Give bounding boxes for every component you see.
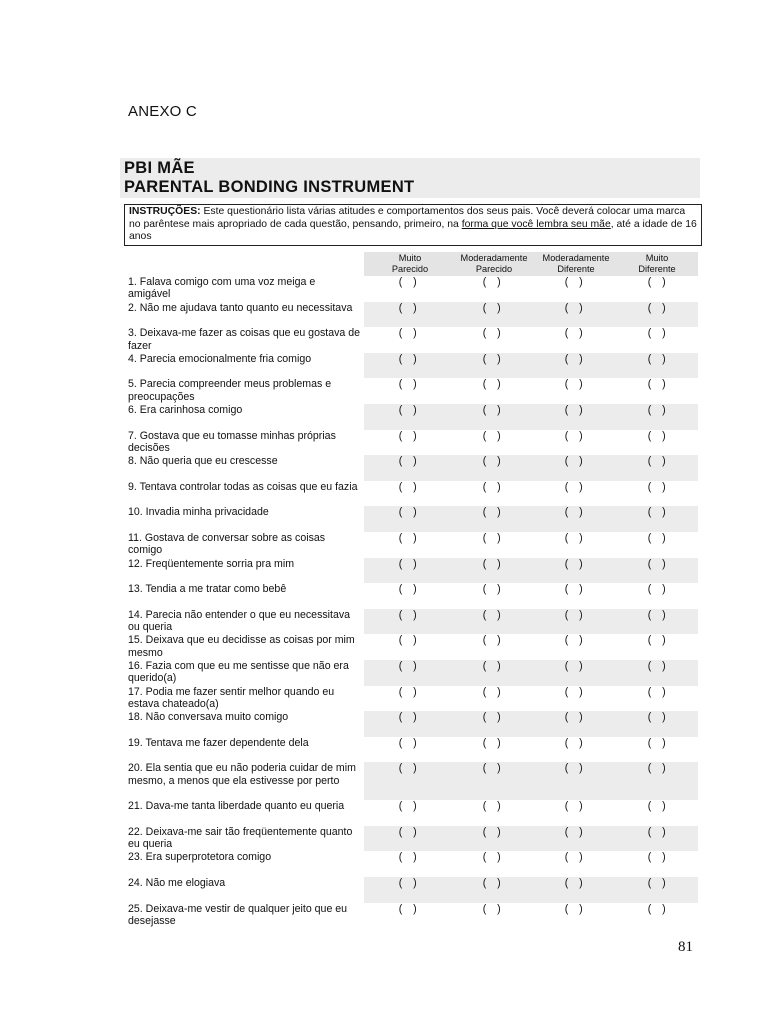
answer-option-4[interactable]: ( ): [647, 557, 667, 570]
answer-option-3[interactable]: ( ): [564, 851, 584, 864]
question-text: 1. Falava comigo com uma voz meiga e amigável: [128, 276, 316, 301]
title-line-1: PBI MÃE: [124, 159, 195, 177]
answer-option-2[interactable]: ( ): [482, 877, 502, 890]
answer-option-3[interactable]: ( ): [564, 455, 584, 468]
answer-option-2[interactable]: ( ): [482, 480, 502, 493]
answer-option-3[interactable]: ( ): [564, 429, 584, 442]
instructions-text: Este questionário lista várias atitudes e comportamentos dos seus pais. Você deverá colocar uma marca no parêntese mais apropriado de cada questão, pensando, primeiro, na: [129, 206, 686, 230]
answer-option-1[interactable]: ( ): [398, 455, 418, 468]
question-row: [124, 327, 700, 353]
column-header-line: Muito: [645, 253, 669, 263]
answer-option-4[interactable]: ( ): [647, 327, 667, 340]
question-row: [124, 558, 700, 584]
question-row: [124, 276, 700, 302]
answer-option-3[interactable]: ( ): [564, 762, 584, 775]
column-header-muito-diferente: [615, 253, 699, 275]
answer-option-3[interactable]: ( ): [564, 480, 584, 493]
answer-option-3[interactable]: ( ): [564, 352, 584, 365]
question-text: 20. Ela sentia que eu não poderia cuidar de mim mesmo, a menos que ela estivesse por perto: [128, 762, 356, 787]
answer-option-4[interactable]: ( ): [647, 800, 667, 813]
answer-option-3[interactable]: ( ): [564, 403, 584, 416]
question-text: 11. Gostava de conversar sobre as coisas comigo: [128, 531, 326, 557]
answer-option-3[interactable]: ( ): [564, 531, 584, 544]
question-text: 12. Freqüentemente sorria pra mim: [128, 557, 295, 570]
answer-option-3[interactable]: ( ): [564, 557, 584, 570]
question-text: 14. Parecia não entender o que eu necessitava ou queria: [128, 608, 351, 634]
answer-option-2[interactable]: ( ): [482, 276, 502, 288]
answer-option-1[interactable]: ( ): [398, 685, 418, 698]
answer-option-1[interactable]: ( ): [398, 429, 418, 442]
answer-option-1[interactable]: ( ): [398, 634, 418, 647]
answer-option-1[interactable]: ( ): [398, 352, 418, 365]
question-text: 22. Deixava-me sair tão freqüentemente quanto eu queria: [128, 825, 353, 851]
question-text: 5. Parecia compreender meus problemas e preocupações: [128, 378, 332, 403]
answer-option-2[interactable]: ( ): [482, 403, 502, 416]
question-text: 24. Não me elogiava: [128, 877, 226, 890]
question-text: 2. Não me ajudava tanto quanto eu necessitava: [128, 301, 353, 314]
answer-option-2[interactable]: ( ): [482, 800, 502, 813]
instructions-label: INSTRUÇÕES:: [129, 206, 201, 217]
answer-option-2[interactable]: ( ): [482, 352, 502, 365]
answer-option-1[interactable]: ( ): [398, 711, 418, 724]
column-header-line: Parecido: [475, 264, 513, 274]
answer-option-4[interactable]: ( ): [647, 276, 667, 288]
answer-option-2[interactable]: ( ): [482, 557, 502, 570]
answer-option-3[interactable]: ( ): [564, 800, 584, 813]
title-block: [120, 158, 700, 198]
question-row: [124, 660, 700, 686]
answer-option-2[interactable]: ( ): [482, 825, 502, 838]
answer-option-4[interactable]: ( ): [647, 825, 667, 838]
question-text: 25. Deixava-me vestir de qualquer jeito que eu desejasse: [128, 902, 348, 928]
answer-option-3[interactable]: ( ): [564, 608, 584, 621]
answer-option-4[interactable]: ( ): [647, 608, 667, 621]
answer-option-2[interactable]: ( ): [482, 634, 502, 647]
answer-option-4[interactable]: ( ): [647, 634, 667, 647]
answer-option-4[interactable]: ( ): [647, 455, 667, 468]
question-row: [124, 634, 700, 660]
answer-option-4[interactable]: ( ): [647, 877, 667, 890]
answer-option-2[interactable]: ( ): [482, 902, 502, 915]
instructions-text-end: , até a idade de 16 anos: [129, 218, 697, 243]
answer-option-3[interactable]: ( ): [564, 327, 584, 340]
answer-option-1[interactable]: ( ): [398, 825, 418, 838]
answer-option-3[interactable]: ( ): [564, 301, 584, 314]
question-row: [124, 583, 700, 609]
answer-option-3[interactable]: ( ): [564, 825, 584, 838]
questions-table: [124, 276, 700, 928]
question-row: [124, 851, 700, 877]
answer-option-1[interactable]: ( ): [398, 301, 418, 314]
question-row: [124, 404, 700, 430]
column-header-moderadamente-diferente: [534, 253, 618, 275]
answer-option-4[interactable]: ( ): [647, 685, 667, 698]
column-header-muito-parecido: [368, 253, 452, 275]
column-header-line: Diferente: [557, 264, 595, 274]
answer-option-2[interactable]: ( ): [482, 378, 502, 391]
answer-option-4[interactable]: ( ): [647, 659, 667, 672]
question-row: [124, 506, 700, 532]
answer-option-3[interactable]: ( ): [564, 583, 584, 596]
question-row: [124, 609, 700, 635]
answer-option-2[interactable]: ( ): [482, 506, 502, 519]
column-header-line: Muito: [398, 253, 422, 263]
question-row: [124, 903, 700, 929]
answer-option-4[interactable]: ( ): [647, 711, 667, 724]
column-header-line: Diferente: [638, 264, 676, 274]
answer-option-1[interactable]: ( ): [398, 762, 418, 775]
question-row: [124, 353, 700, 379]
answer-option-2[interactable]: ( ): [482, 327, 502, 340]
question-text: 16. Fazia com que eu me sentisse que não era querido(a): [128, 659, 349, 685]
answer-option-4[interactable]: ( ): [647, 736, 667, 749]
answer-option-1[interactable]: ( ): [398, 403, 418, 416]
question-row: [124, 532, 700, 558]
question-row: [124, 826, 700, 852]
annex-label: ANEXO C: [128, 103, 197, 120]
answer-option-2[interactable]: ( ): [482, 429, 502, 442]
answer-option-2[interactable]: ( ): [482, 685, 502, 698]
question-row: [124, 686, 700, 712]
question-text: 3. Deixava-me fazer as coisas que eu gostava de fazer: [128, 327, 361, 352]
answer-option-2[interactable]: ( ): [482, 762, 502, 775]
question-row: [124, 737, 700, 763]
page-number: 81: [678, 939, 693, 955]
question-text: 19. Tentava me fazer dependente dela: [128, 736, 309, 749]
answer-option-4[interactable]: ( ): [647, 480, 667, 493]
question-text: 8. Não queria que eu crescesse: [128, 455, 278, 468]
question-row: [124, 800, 700, 826]
answer-option-4[interactable]: ( ): [647, 352, 667, 365]
answer-option-3[interactable]: ( ): [564, 736, 584, 749]
answer-option-4[interactable]: ( ): [647, 762, 667, 775]
question-text: 7. Gostava que eu tomasse minhas próprias decisões: [128, 429, 336, 454]
answer-option-1[interactable]: ( ): [398, 276, 418, 288]
question-text: 21. Dava-me tanta liberdade quanto eu queria: [128, 800, 345, 813]
answer-option-4[interactable]: ( ): [647, 506, 667, 519]
answer-option-1[interactable]: ( ): [398, 378, 418, 391]
question-text: 9. Tentava controlar todas as coisas que eu fazia: [128, 480, 358, 493]
answer-option-3[interactable]: ( ): [564, 378, 584, 391]
answer-option-2[interactable]: ( ): [482, 531, 502, 544]
answer-option-1[interactable]: ( ): [398, 877, 418, 890]
answer-option-1[interactable]: ( ): [398, 659, 418, 672]
answer-option-2[interactable]: ( ): [482, 455, 502, 468]
answer-option-2[interactable]: ( ): [482, 659, 502, 672]
answer-option-1[interactable]: ( ): [398, 583, 418, 596]
answer-option-4[interactable]: ( ): [647, 378, 667, 391]
answer-option-2[interactable]: ( ): [482, 583, 502, 596]
answer-option-3[interactable]: ( ): [564, 276, 584, 288]
question-text: 13. Tendia a me tratar como bebê: [128, 583, 287, 596]
answer-option-4[interactable]: ( ): [647, 851, 667, 864]
question-text: 6. Era carinhosa comigo: [128, 403, 243, 416]
answer-option-1[interactable]: ( ): [398, 327, 418, 340]
answer-option-2[interactable]: ( ): [482, 608, 502, 621]
answer-option-1[interactable]: ( ): [398, 851, 418, 864]
answer-option-2[interactable]: ( ): [482, 736, 502, 749]
answer-option-3[interactable]: ( ): [564, 634, 584, 647]
answer-option-1[interactable]: ( ): [398, 557, 418, 570]
answer-option-3[interactable]: ( ): [564, 877, 584, 890]
question-row: [124, 762, 700, 800]
column-header-line: Moderadamente: [460, 253, 528, 263]
answer-option-3[interactable]: ( ): [564, 659, 584, 672]
column-header-line: Moderadamente: [542, 253, 610, 263]
question-text: 10. Invadia minha privacidade: [128, 506, 269, 519]
answer-option-3[interactable]: ( ): [564, 711, 584, 724]
question-row: [124, 711, 700, 737]
title-line-2: PARENTAL BONDING INSTRUMENT: [124, 178, 415, 196]
question-text: 15. Deixava que eu decidisse as coisas por mim mesmo: [128, 634, 355, 659]
question-text: 17. Podia me fazer sentir melhor quando eu estava chateado(a): [128, 685, 335, 710]
answer-option-1[interactable]: ( ): [398, 902, 418, 915]
question-row: [124, 481, 700, 507]
answer-option-1[interactable]: ( ): [398, 506, 418, 519]
instructions-underlined-text: forma que você lembra seu mãe: [461, 218, 611, 230]
question-row: [124, 378, 700, 404]
answer-option-2[interactable]: ( ): [482, 301, 502, 314]
answer-option-3[interactable]: ( ): [564, 902, 584, 915]
question-row: [124, 877, 700, 903]
answer-option-4[interactable]: ( ): [647, 429, 667, 442]
answer-option-4[interactable]: ( ): [647, 583, 667, 596]
answer-option-2[interactable]: ( ): [482, 711, 502, 724]
answer-option-4[interactable]: ( ): [647, 531, 667, 544]
answer-option-4[interactable]: ( ): [647, 403, 667, 416]
question-text: 23. Era superprotetora comigo: [128, 851, 272, 864]
answer-option-1[interactable]: ( ): [398, 480, 418, 493]
answer-option-1[interactable]: ( ): [398, 800, 418, 813]
answer-option-1[interactable]: ( ): [398, 608, 418, 621]
instructions-box: [124, 204, 702, 246]
answer-option-2[interactable]: ( ): [482, 851, 502, 864]
answer-option-1[interactable]: ( ): [398, 736, 418, 749]
question-row: [124, 430, 700, 456]
question-text: 4. Parecia emocionalmente fria comigo: [128, 352, 312, 365]
question-row: [124, 302, 700, 328]
answer-option-3[interactable]: ( ): [564, 506, 584, 519]
answer-option-4[interactable]: ( ): [647, 902, 667, 915]
answer-option-1[interactable]: ( ): [398, 531, 418, 544]
answer-option-4[interactable]: ( ): [647, 301, 667, 314]
question-row: [124, 455, 700, 481]
column-header-line: Parecido: [391, 264, 429, 274]
column-header-moderadamente-parecido: [452, 253, 536, 275]
question-text: 18. Não conversava muito comigo: [128, 711, 289, 724]
answer-option-3[interactable]: ( ): [564, 685, 584, 698]
